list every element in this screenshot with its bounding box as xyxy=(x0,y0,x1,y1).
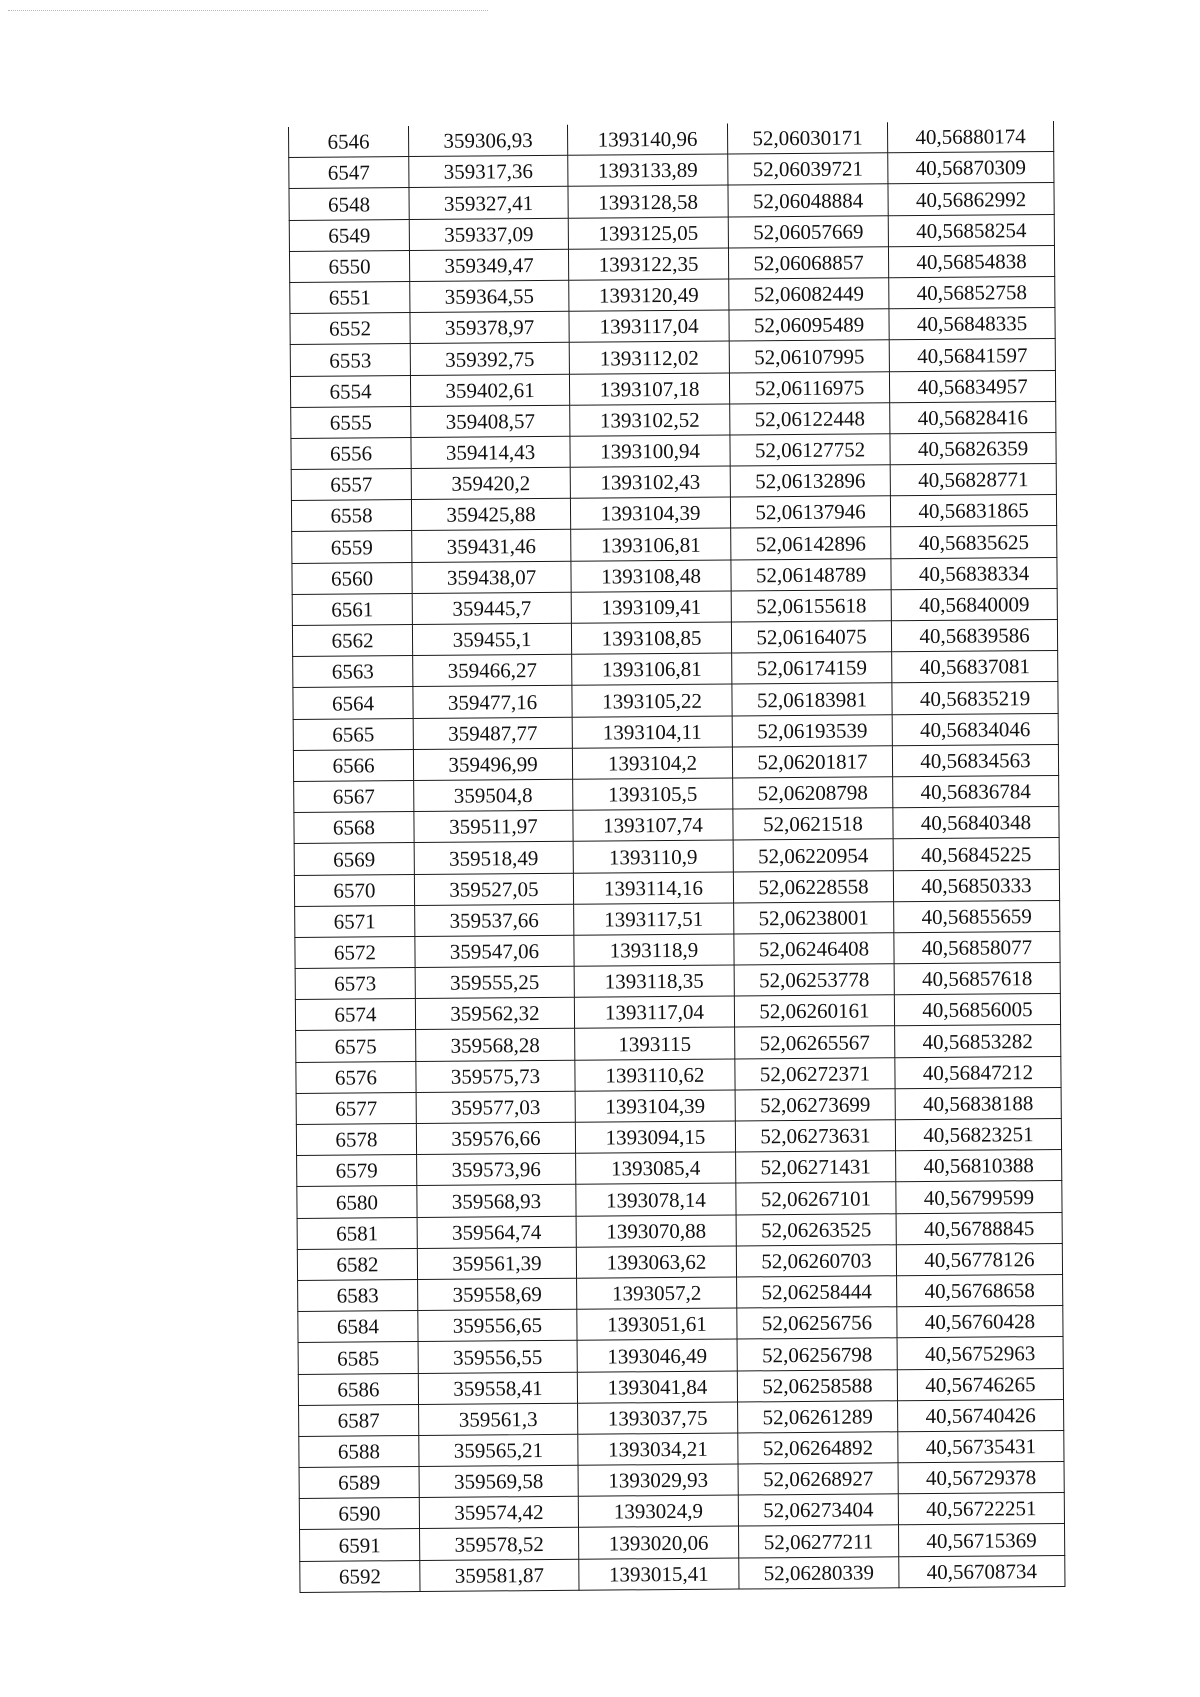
point-number-cell: 6571 xyxy=(295,905,415,937)
latitude-cell: 52,06201817 xyxy=(732,746,892,778)
longitude-cell: 40,56848335 xyxy=(889,308,1055,340)
point-number-cell: 6587 xyxy=(299,1404,419,1436)
coordinates-table xyxy=(288,121,1065,1593)
point-number-cell: 6553 xyxy=(290,344,410,376)
y-coordinate-cell: 1393115 xyxy=(575,1027,735,1059)
latitude-cell: 52,06174159 xyxy=(732,652,892,684)
x-coordinate-cell: 359564,74 xyxy=(417,1216,576,1248)
point-number-cell: 6572 xyxy=(295,936,415,968)
latitude-cell: 52,06273631 xyxy=(735,1120,895,1152)
longitude-cell: 40,56715369 xyxy=(899,1524,1065,1556)
latitude-cell: 52,06142896 xyxy=(731,527,891,559)
latitude-cell: 52,06277211 xyxy=(739,1525,899,1557)
latitude-cell: 52,06220954 xyxy=(733,839,893,871)
latitude-cell: 52,06268927 xyxy=(738,1463,898,1495)
table-row xyxy=(300,1555,1065,1592)
latitude-cell: 52,06260161 xyxy=(734,995,894,1027)
latitude-cell: 52,06068857 xyxy=(728,247,888,279)
point-number-cell: 6555 xyxy=(291,406,411,438)
scan-artifact-line xyxy=(8,10,488,11)
y-coordinate-cell: 1393140,96 xyxy=(567,124,727,156)
longitude-cell: 40,56841597 xyxy=(889,339,1055,371)
longitude-cell: 40,56752963 xyxy=(897,1337,1063,1369)
latitude-cell: 52,06107995 xyxy=(729,340,889,372)
longitude-cell: 40,56850333 xyxy=(893,869,1059,901)
longitude-cell: 40,56834563 xyxy=(892,744,1058,776)
y-coordinate-cell: 1393114,16 xyxy=(573,872,733,904)
longitude-cell: 40,56838188 xyxy=(895,1087,1061,1119)
x-coordinate-cell: 359496,99 xyxy=(413,748,572,780)
y-coordinate-cell: 1393024,9 xyxy=(578,1495,738,1527)
point-number-cell: 6566 xyxy=(293,749,413,781)
longitude-cell: 40,56834046 xyxy=(892,713,1058,745)
x-coordinate-cell: 359558,69 xyxy=(418,1278,577,1310)
x-coordinate-cell: 359477,16 xyxy=(413,686,572,718)
latitude-cell: 52,06148789 xyxy=(731,558,891,590)
latitude-cell: 52,06132896 xyxy=(730,465,890,497)
latitude-cell: 52,06095489 xyxy=(729,309,889,341)
point-number-cell: 6582 xyxy=(297,1248,417,1280)
x-coordinate-cell: 359578,52 xyxy=(420,1528,579,1560)
y-coordinate-cell: 1393015,41 xyxy=(579,1558,739,1590)
y-coordinate-cell: 1393118,9 xyxy=(574,934,734,966)
point-number-cell: 6565 xyxy=(293,718,413,750)
longitude-cell: 40,56788845 xyxy=(896,1212,1062,1244)
y-coordinate-cell: 1393085,4 xyxy=(576,1152,736,1184)
x-coordinate-cell: 359576,66 xyxy=(416,1122,575,1154)
latitude-cell: 52,06264892 xyxy=(738,1432,898,1464)
x-coordinate-cell: 359547,06 xyxy=(415,935,574,967)
point-number-cell: 6579 xyxy=(297,1155,417,1187)
point-number-cell: 6549 xyxy=(289,219,409,251)
x-coordinate-cell: 359573,96 xyxy=(417,1153,576,1185)
latitude-cell: 52,06280339 xyxy=(739,1556,899,1588)
longitude-cell: 40,56856005 xyxy=(894,994,1060,1026)
latitude-cell: 52,06263525 xyxy=(736,1213,896,1245)
x-coordinate-cell: 359349,47 xyxy=(409,249,568,281)
y-coordinate-cell: 1393122,35 xyxy=(568,248,728,280)
latitude-cell: 52,06137946 xyxy=(730,496,890,528)
x-coordinate-cell: 359431,46 xyxy=(412,530,571,562)
longitude-cell: 40,56858077 xyxy=(894,931,1060,963)
point-number-cell: 6584 xyxy=(298,1311,418,1343)
x-coordinate-cell: 359420,2 xyxy=(411,467,570,499)
latitude-cell: 52,06256756 xyxy=(737,1307,897,1339)
x-coordinate-cell: 359558,41 xyxy=(418,1372,577,1404)
longitude-cell: 40,56746265 xyxy=(897,1368,1063,1400)
point-number-cell: 6557 xyxy=(291,469,411,501)
x-coordinate-cell: 359327,41 xyxy=(409,187,568,219)
point-number-cell: 6567 xyxy=(294,780,414,812)
longitude-cell: 40,56760428 xyxy=(897,1306,1063,1338)
x-coordinate-cell: 359504,8 xyxy=(414,779,573,811)
x-coordinate-cell: 359577,03 xyxy=(416,1091,575,1123)
x-coordinate-cell: 359445,7 xyxy=(412,592,571,624)
y-coordinate-cell: 1393020,06 xyxy=(579,1526,739,1558)
longitude-cell: 40,56858254 xyxy=(888,214,1054,246)
latitude-cell: 52,06122448 xyxy=(730,402,890,434)
y-coordinate-cell: 1393070,88 xyxy=(576,1215,736,1247)
longitude-cell: 40,56880174 xyxy=(887,121,1053,153)
y-coordinate-cell: 1393034,21 xyxy=(578,1433,738,1465)
longitude-cell: 40,56845225 xyxy=(893,838,1059,870)
longitude-cell: 40,56828416 xyxy=(890,401,1056,433)
latitude-cell: 52,06260703 xyxy=(736,1245,896,1277)
y-coordinate-cell: 1393118,35 xyxy=(574,965,734,997)
y-coordinate-cell: 1393117,51 xyxy=(574,903,734,935)
latitude-cell: 52,06238001 xyxy=(734,901,894,933)
x-coordinate-cell: 359556,65 xyxy=(418,1309,577,1341)
y-coordinate-cell: 1393094,15 xyxy=(575,1121,735,1153)
longitude-cell: 40,56722251 xyxy=(898,1493,1064,1525)
point-number-cell: 6586 xyxy=(298,1373,418,1405)
longitude-cell: 40,56826359 xyxy=(890,432,1056,464)
longitude-cell: 40,56799599 xyxy=(896,1181,1062,1213)
point-number-cell: 6592 xyxy=(300,1560,420,1592)
latitude-cell: 52,06208798 xyxy=(733,777,893,809)
y-coordinate-cell: 1393125,05 xyxy=(568,217,728,249)
x-coordinate-cell: 359568,28 xyxy=(416,1029,575,1061)
longitude-cell: 40,56768658 xyxy=(897,1274,1063,1306)
x-coordinate-cell: 359575,73 xyxy=(416,1060,575,1092)
longitude-cell: 40,56740426 xyxy=(898,1399,1064,1431)
x-coordinate-cell: 359537,66 xyxy=(415,904,574,936)
point-number-cell: 6563 xyxy=(293,656,413,688)
y-coordinate-cell: 1393105,5 xyxy=(573,778,733,810)
point-number-cell: 6583 xyxy=(298,1279,418,1311)
x-coordinate-cell: 359581,87 xyxy=(420,1559,579,1591)
y-coordinate-cell: 1393078,14 xyxy=(576,1183,736,1215)
longitude-cell: 40,56823251 xyxy=(895,1118,1061,1150)
y-coordinate-cell: 1393108,85 xyxy=(571,622,731,654)
coordinates-table-body xyxy=(288,121,1064,1592)
point-number-cell: 6585 xyxy=(298,1342,418,1374)
point-number-cell: 6559 xyxy=(292,531,412,563)
y-coordinate-cell: 1393110,9 xyxy=(573,840,733,872)
point-number-cell: 6556 xyxy=(291,437,411,469)
longitude-cell: 40,56852758 xyxy=(889,276,1055,308)
point-number-cell: 6562 xyxy=(292,625,412,657)
x-coordinate-cell: 359337,09 xyxy=(409,218,568,250)
latitude-cell: 52,06039721 xyxy=(728,153,888,185)
y-coordinate-cell: 1393105,22 xyxy=(572,684,732,716)
point-number-cell: 6578 xyxy=(296,1124,416,1156)
latitude-cell: 52,06258444 xyxy=(737,1276,897,1308)
point-number-cell: 6591 xyxy=(300,1529,420,1561)
longitude-cell: 40,56735431 xyxy=(898,1430,1064,1462)
longitude-cell: 40,56837081 xyxy=(892,651,1058,683)
x-coordinate-cell: 359574,42 xyxy=(419,1497,578,1529)
y-coordinate-cell: 1393037,75 xyxy=(578,1402,738,1434)
longitude-cell: 40,56729378 xyxy=(898,1462,1064,1494)
point-number-cell: 6575 xyxy=(296,1030,416,1062)
point-number-cell: 6568 xyxy=(294,812,414,844)
x-coordinate-cell: 359562,32 xyxy=(415,998,574,1030)
latitude-cell: 52,06246408 xyxy=(734,933,894,965)
latitude-cell: 52,06082449 xyxy=(729,278,889,310)
y-coordinate-cell: 1393046,49 xyxy=(577,1339,737,1371)
y-coordinate-cell: 1393110,62 xyxy=(575,1059,735,1091)
latitude-cell: 52,06116975 xyxy=(729,371,889,403)
y-coordinate-cell: 1393057,2 xyxy=(577,1277,737,1309)
latitude-cell: 52,06164075 xyxy=(731,621,891,653)
x-coordinate-cell: 359364,55 xyxy=(410,280,569,312)
x-coordinate-cell: 359527,05 xyxy=(414,873,573,905)
x-coordinate-cell: 359518,49 xyxy=(414,842,573,874)
latitude-cell: 52,06155618 xyxy=(731,590,891,622)
y-coordinate-cell: 1393133,89 xyxy=(568,154,728,186)
point-number-cell: 6590 xyxy=(299,1498,419,1530)
y-coordinate-cell: 1393100,94 xyxy=(570,435,730,467)
y-coordinate-cell: 1393106,81 xyxy=(572,653,732,685)
x-coordinate-cell: 359317,36 xyxy=(409,155,568,187)
latitude-cell: 52,06267101 xyxy=(736,1182,896,1214)
x-coordinate-cell: 359414,43 xyxy=(411,436,570,468)
latitude-cell: 52,06271431 xyxy=(736,1151,896,1183)
latitude-cell: 52,06057669 xyxy=(728,215,888,247)
longitude-cell: 40,56857618 xyxy=(894,963,1060,995)
y-coordinate-cell: 1393041,84 xyxy=(577,1371,737,1403)
y-coordinate-cell: 1393029,93 xyxy=(578,1464,738,1496)
x-coordinate-cell: 359561,3 xyxy=(419,1403,578,1435)
longitude-cell: 40,56810388 xyxy=(896,1150,1062,1182)
longitude-cell: 40,56828771 xyxy=(890,464,1056,496)
latitude-cell: 52,06253778 xyxy=(734,964,894,996)
point-number-cell: 6560 xyxy=(292,562,412,594)
x-coordinate-cell: 359392,75 xyxy=(410,343,569,375)
y-coordinate-cell: 1393104,2 xyxy=(572,747,732,779)
y-coordinate-cell: 1393128,58 xyxy=(568,185,728,217)
y-coordinate-cell: 1393117,04 xyxy=(574,996,734,1028)
x-coordinate-cell: 359455,1 xyxy=(412,623,571,655)
x-coordinate-cell: 359556,55 xyxy=(418,1341,577,1373)
y-coordinate-cell: 1393063,62 xyxy=(576,1246,736,1278)
latitude-cell: 52,06030171 xyxy=(727,122,887,154)
longitude-cell: 40,56778126 xyxy=(896,1243,1062,1275)
latitude-cell: 52,06193539 xyxy=(732,714,892,746)
longitude-cell: 40,56840009 xyxy=(891,588,1057,620)
point-number-cell: 6546 xyxy=(288,126,408,158)
y-coordinate-cell: 1393107,18 xyxy=(569,373,729,405)
point-number-cell: 6570 xyxy=(294,874,414,906)
x-coordinate-cell: 359402,61 xyxy=(410,374,569,406)
longitude-cell: 40,56839586 xyxy=(891,619,1057,651)
y-coordinate-cell: 1393117,04 xyxy=(569,310,729,342)
y-coordinate-cell: 1393108,48 xyxy=(571,560,731,592)
point-number-cell: 6552 xyxy=(290,313,410,345)
y-coordinate-cell: 1393104,39 xyxy=(575,1090,735,1122)
longitude-cell: 40,56708734 xyxy=(899,1555,1065,1587)
y-coordinate-cell: 1393112,02 xyxy=(569,341,729,373)
latitude-cell: 52,06258588 xyxy=(737,1369,897,1401)
point-number-cell: 6574 xyxy=(295,999,415,1031)
longitude-cell: 40,56862992 xyxy=(888,183,1054,215)
latitude-cell: 52,06272371 xyxy=(735,1057,895,1089)
y-coordinate-cell: 1393104,39 xyxy=(570,497,730,529)
y-coordinate-cell: 1393107,74 xyxy=(573,809,733,841)
point-number-cell: 6589 xyxy=(299,1467,419,1499)
longitude-cell: 40,56853282 xyxy=(895,1025,1061,1057)
point-number-cell: 6581 xyxy=(297,1217,417,1249)
longitude-cell: 40,56854838 xyxy=(888,245,1054,277)
latitude-cell: 52,06127752 xyxy=(730,434,890,466)
x-coordinate-cell: 359425,88 xyxy=(411,499,570,531)
x-coordinate-cell: 359569,58 xyxy=(419,1465,578,1497)
longitude-cell: 40,56831865 xyxy=(890,495,1056,527)
latitude-cell: 52,06273404 xyxy=(738,1494,898,1526)
x-coordinate-cell: 359306,93 xyxy=(408,125,567,157)
point-number-cell: 6573 xyxy=(295,968,415,1000)
longitude-cell: 40,56838334 xyxy=(891,557,1057,589)
point-number-cell: 6576 xyxy=(296,1061,416,1093)
longitude-cell: 40,56835219 xyxy=(892,682,1058,714)
y-coordinate-cell: 1393106,81 xyxy=(571,528,731,560)
x-coordinate-cell: 359487,77 xyxy=(413,717,572,749)
longitude-cell: 40,56847212 xyxy=(895,1056,1061,1088)
point-number-cell: 6588 xyxy=(299,1435,419,1467)
latitude-cell: 52,06256798 xyxy=(737,1338,897,1370)
x-coordinate-cell: 359555,25 xyxy=(415,966,574,998)
y-coordinate-cell: 1393102,52 xyxy=(570,404,730,436)
latitude-cell: 52,06228558 xyxy=(733,870,893,902)
point-number-cell: 6554 xyxy=(290,375,410,407)
longitude-cell: 40,56836784 xyxy=(893,775,1059,807)
point-number-cell: 6551 xyxy=(290,281,410,313)
y-coordinate-cell: 1393109,41 xyxy=(571,591,731,623)
y-coordinate-cell: 1393051,61 xyxy=(577,1308,737,1340)
longitude-cell: 40,56855659 xyxy=(894,900,1060,932)
y-coordinate-cell: 1393102,43 xyxy=(570,466,730,498)
longitude-cell: 40,56834957 xyxy=(889,370,1055,402)
latitude-cell: 52,06183981 xyxy=(732,683,892,715)
latitude-cell: 52,06273699 xyxy=(735,1089,895,1121)
point-number-cell: 6550 xyxy=(289,250,409,282)
x-coordinate-cell: 359511,97 xyxy=(414,810,573,842)
x-coordinate-cell: 359568,93 xyxy=(417,1185,576,1217)
latitude-cell: 52,06265567 xyxy=(735,1026,895,1058)
longitude-cell: 40,56835625 xyxy=(891,526,1057,558)
latitude-cell: 52,06261289 xyxy=(738,1400,898,1432)
y-coordinate-cell: 1393120,49 xyxy=(569,279,729,311)
point-number-cell: 6548 xyxy=(289,188,409,220)
latitude-cell: 52,0621518 xyxy=(733,808,893,840)
x-coordinate-cell: 359378,97 xyxy=(410,311,569,343)
x-coordinate-cell: 359438,07 xyxy=(412,561,571,593)
point-number-cell: 6569 xyxy=(294,843,414,875)
point-number-cell: 6547 xyxy=(289,157,409,189)
x-coordinate-cell: 359408,57 xyxy=(411,405,570,437)
latitude-cell: 52,06048884 xyxy=(728,184,888,216)
point-number-cell: 6558 xyxy=(291,500,411,532)
y-coordinate-cell: 1393104,11 xyxy=(572,716,732,748)
longitude-cell: 40,56870309 xyxy=(888,152,1054,184)
x-coordinate-cell: 359466,27 xyxy=(413,654,572,686)
longitude-cell: 40,56840348 xyxy=(893,807,1059,839)
point-number-cell: 6577 xyxy=(296,1092,416,1124)
x-coordinate-cell: 359565,21 xyxy=(419,1434,578,1466)
point-number-cell: 6564 xyxy=(293,687,413,719)
point-number-cell: 6561 xyxy=(292,593,412,625)
x-coordinate-cell: 359561,39 xyxy=(417,1247,576,1279)
point-number-cell: 6580 xyxy=(297,1186,417,1218)
